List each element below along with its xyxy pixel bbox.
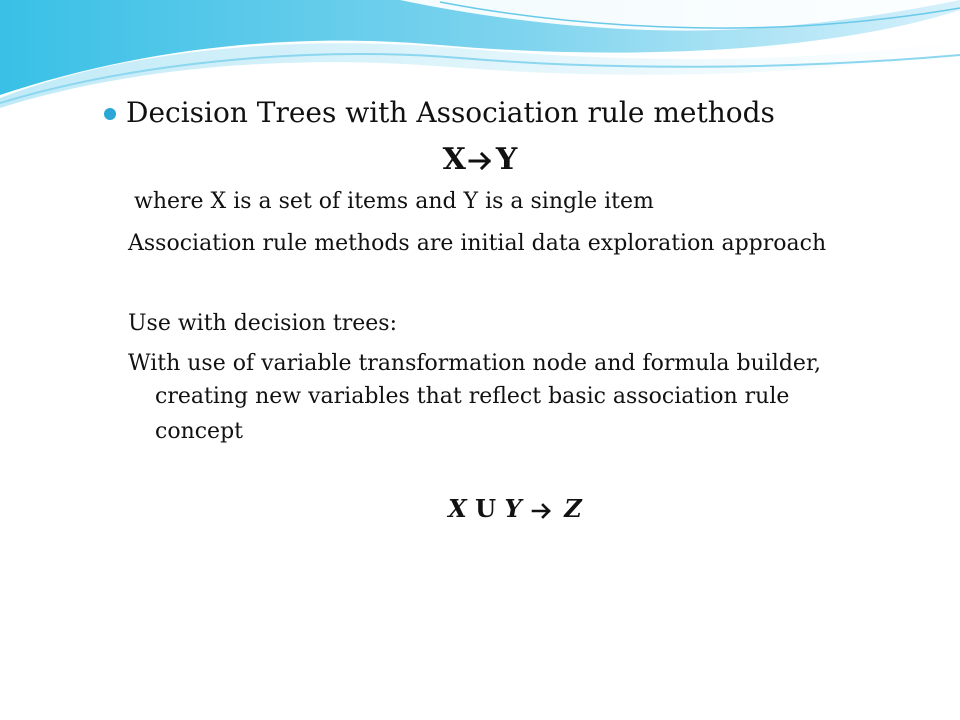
definition-line: where X is a set of items and Y is a single item	[134, 189, 654, 214]
formula-right-item: Y	[495, 142, 518, 177]
formula-left-item: X	[442, 142, 466, 177]
formula-union: U	[475, 494, 497, 523]
right-arrow-icon	[467, 149, 495, 173]
usage-line-2: creating new variables that reflect basic association rule	[155, 384, 790, 409]
union-rule-formula	[0, 492, 960, 526]
bullet-icon	[104, 108, 116, 120]
usage-line-3: concept	[155, 419, 243, 444]
decision-trees-subheading: Use with decision trees:	[128, 311, 398, 336]
formula-x: X	[448, 494, 467, 523]
association-methods-line: Association rule methods are initial data exploration approach	[128, 231, 827, 256]
slide-heading: Decision Trees with Association rule methods	[126, 96, 775, 129]
association-rule-formula	[0, 140, 960, 180]
right-arrow-icon	[531, 501, 555, 521]
usage-line-1: With use of variable transformation node and formula builder,	[128, 351, 822, 376]
formula-z: Z	[564, 494, 582, 523]
formula-y: Y	[504, 494, 522, 523]
